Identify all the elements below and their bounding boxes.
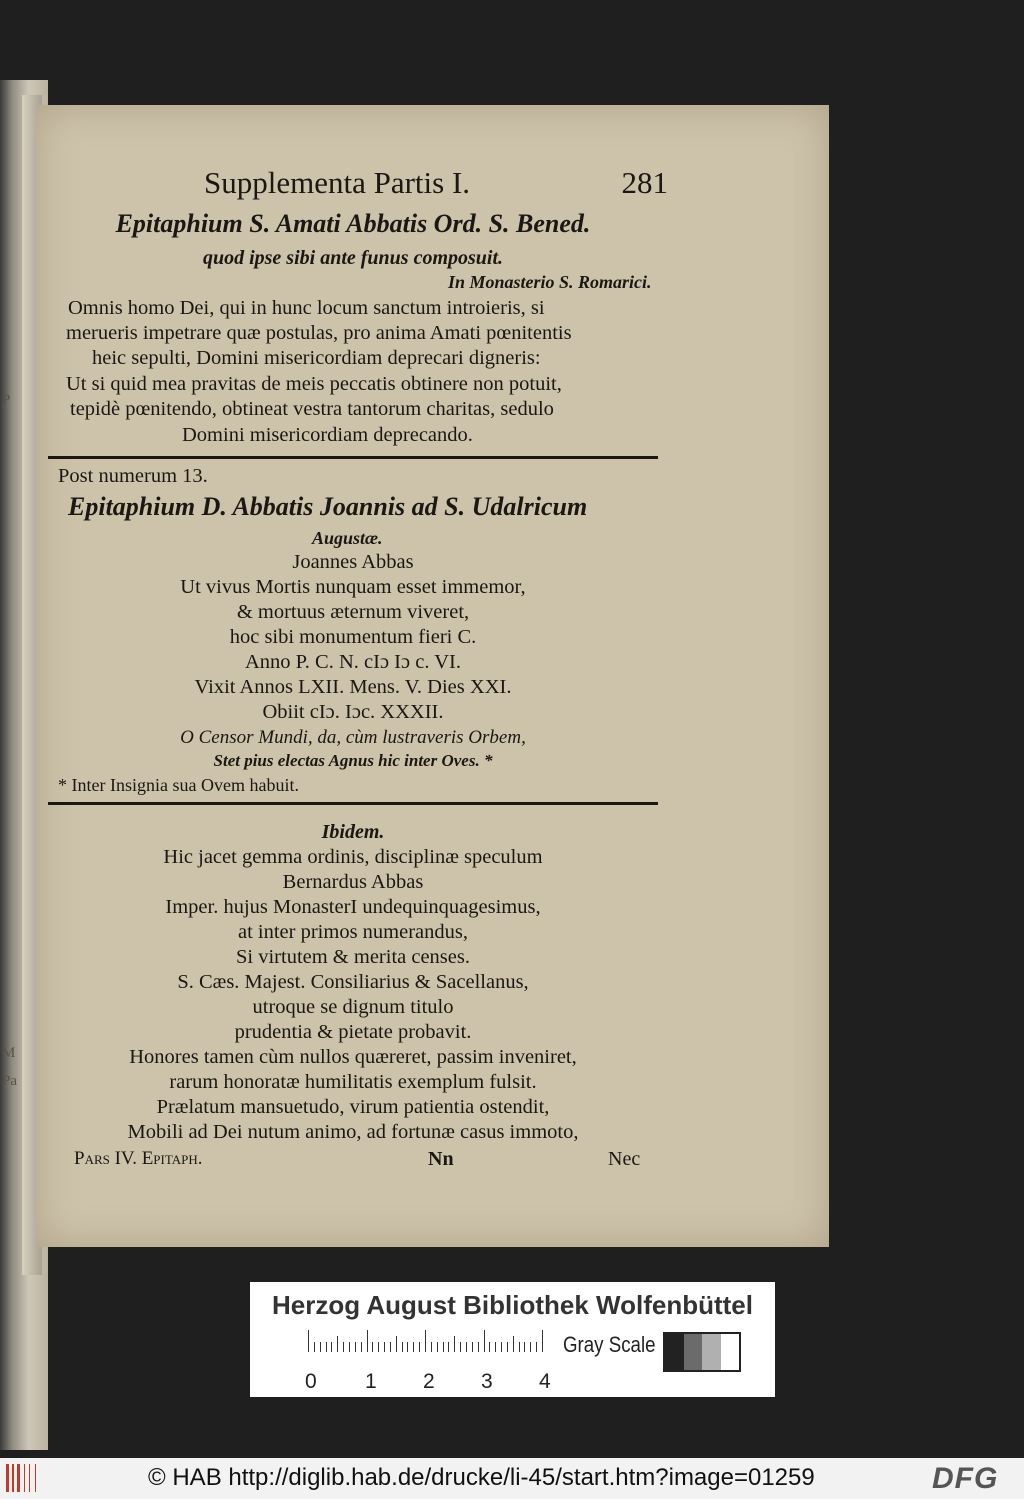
edge-letter: P [2,392,11,408]
ruler-tick [431,1342,432,1352]
barcode-bar [24,1464,25,1492]
ruler-tick [419,1342,420,1352]
text-line: tepidè pœnitendo, obtineat vestra tantorum charitas, sedulo [70,398,554,420]
gray-scale-label: Gray Scale [563,1332,656,1357]
ruler-tick [326,1342,327,1352]
edge-letter: Pa [2,1073,17,1089]
section-divider [48,456,658,459]
text-line: Ut vivus Mortis nunquam esset immemor, [180,576,526,598]
ruler-tick [349,1342,350,1352]
ruler-tick [390,1342,391,1352]
verse-line: O Censor Mundi, da, cùm lustraveris Orbem, [180,727,526,748]
ruler-tick [314,1342,315,1352]
ruler-tick [530,1342,531,1352]
section-divider [48,802,658,805]
barcode-bar [17,1464,20,1492]
text-line: Ut si quid mea pravitas de meis peccatis obtinere non potuit, [66,373,562,395]
text-line: Prælatum mansuetudo, virum patientia ostendit, [156,1096,550,1118]
ruler-tick [378,1342,379,1352]
ruler-tick [384,1342,385,1352]
gray-swatch [721,1334,740,1370]
barcode-bar [35,1464,36,1492]
ruler-number: 3 [481,1370,493,1393]
gray-scale-swatches [663,1332,741,1372]
gathering-signature: Nn [428,1148,454,1170]
text-line: heic sepulti, Domini misericordiam deprecari digneris: [92,347,541,369]
ruler-tick [542,1330,543,1352]
text-line: Vixit Annos LXII. Mens. V. Dies XXI. [194,676,512,698]
text-line: & mortuus æternum viveret, [236,601,470,623]
section-title: Epitaphium D. Abbatis Joannis ad S. Udalricum [68,492,588,521]
ruler-tick [308,1330,309,1352]
text-line: S. Cæs. Majest. Consiliarius & Sacellanus, [177,971,529,993]
text-line: Imper. hujus MonasterI undequinquagesimus, [165,896,541,918]
ruler-tick [437,1342,438,1352]
ruler-tick [501,1342,502,1352]
ruler-tick [367,1330,368,1352]
ruler-tick [536,1342,537,1352]
edge-letter: M [2,1045,16,1061]
ruler-tick [361,1342,362,1352]
ruler-tick [331,1342,332,1352]
ruler-tick [372,1342,373,1352]
text-line: rarum honoratæ humilitatis exemplum fulsit. [169,1071,537,1093]
ruler-number: 0 [305,1370,317,1393]
section-title: Ibidem. [321,821,385,843]
ruler-tick [513,1336,514,1352]
section-title: Epitaphium S. Amati Abbatis Ord. S. Bened. [115,209,591,238]
section-subtitle: quod ipse sibi ante funus composuit. [202,247,504,269]
ruler-tick [472,1342,473,1352]
ruler-tick [355,1342,356,1352]
text-line: Domini misericordiam deprecando. [182,424,473,446]
page-number: 281 [621,165,668,200]
ruler-tick [524,1342,525,1352]
ruler-tick [425,1330,426,1352]
ruler-tick [495,1342,496,1352]
ruler-tick [466,1342,467,1352]
barcode-bar [29,1464,30,1492]
ruler-tick [448,1342,449,1352]
text-line: Omnis homo Dei, qui in hunc locum sanctum introieris, si [68,297,545,319]
ruler-number: 2 [423,1370,435,1393]
copyright-url[interactable]: © HAB http://diglib.hab.de/drucke/li-45/start.htm?image=01259 [148,1464,815,1491]
ruler-number: 4 [539,1370,551,1393]
ruler-tick [343,1342,344,1352]
ruler-tick [443,1342,444,1352]
ruler-tick [337,1336,338,1352]
location: In Monasterio S. Romarici. [448,272,652,292]
ruler-tick [407,1342,408,1352]
color-scale-card [250,1282,775,1397]
ruler-tick [396,1336,397,1352]
ruler-tick [454,1336,455,1352]
running-head: Supplementa Partis I. [204,165,471,200]
text-line: Honores tamen cùm nullos quæreret, passim inveniret, [129,1046,577,1068]
ruler-tick [402,1342,403,1352]
ruler-tick [320,1342,321,1352]
text-line: Joannes Abbas [292,551,414,573]
barcode-bar [6,1464,9,1492]
gray-swatch [665,1334,684,1370]
book-page [36,105,829,1247]
ruler-tick [484,1330,485,1352]
footnote: * Inter Insignia sua Ovem habuit. [58,775,299,795]
text-line: Anno P. C. N. cIɔ Iɔ c. VI. [245,651,461,673]
catchword: Nec [608,1148,641,1170]
text-line: utroque se dignum titulo [252,996,454,1018]
ruler-tick [478,1342,479,1352]
text-line: hoc sibi monumentum fieri C. [229,626,477,648]
text-line: merueris impetrare quæ postulas, pro anima Amati pœnitentis [66,322,572,344]
text-line: prudentia & pietate probavit. [234,1021,472,1043]
text-line: at inter primos numerandus, [237,921,468,943]
text-line: Hic jacet gemma ordinis, disciplinæ speculum [163,846,543,868]
gray-swatch [702,1334,721,1370]
text-line: Obiit cIɔ. Iɔc. XXXII. [262,701,444,723]
ruler-tick [460,1342,461,1352]
ruler-tick [489,1342,490,1352]
text-line: Mobili ad Dei nutum animo, ad fortunæ casus immoto, [127,1121,579,1143]
text-line: Bernardus Abbas [282,871,424,893]
ruler-tick [413,1342,414,1352]
ruler-ticks [308,1330,548,1352]
ruler-tick [507,1342,508,1352]
text-line: Si virtutem & merita censes. [236,946,470,968]
gray-swatch [684,1334,703,1370]
section-subtitle: Augustæ. [312,528,383,548]
dfg-logo: DFG [932,1462,999,1495]
library-name: Herzog August Bibliothek Wolfenbüttel [272,1290,753,1320]
barcode-bar [12,1464,14,1492]
barcode-icon [6,1464,46,1492]
ruler-tick [519,1342,520,1352]
post-number: Post numerum 13. [58,465,208,487]
viewer-footer [0,1458,1024,1499]
ruler-number: 1 [365,1370,377,1393]
signature-line-left: Pars IV. Epitaph. [74,1148,203,1169]
verse-line: Stet pius electas Agnus hic inter Oves. * [213,751,493,770]
